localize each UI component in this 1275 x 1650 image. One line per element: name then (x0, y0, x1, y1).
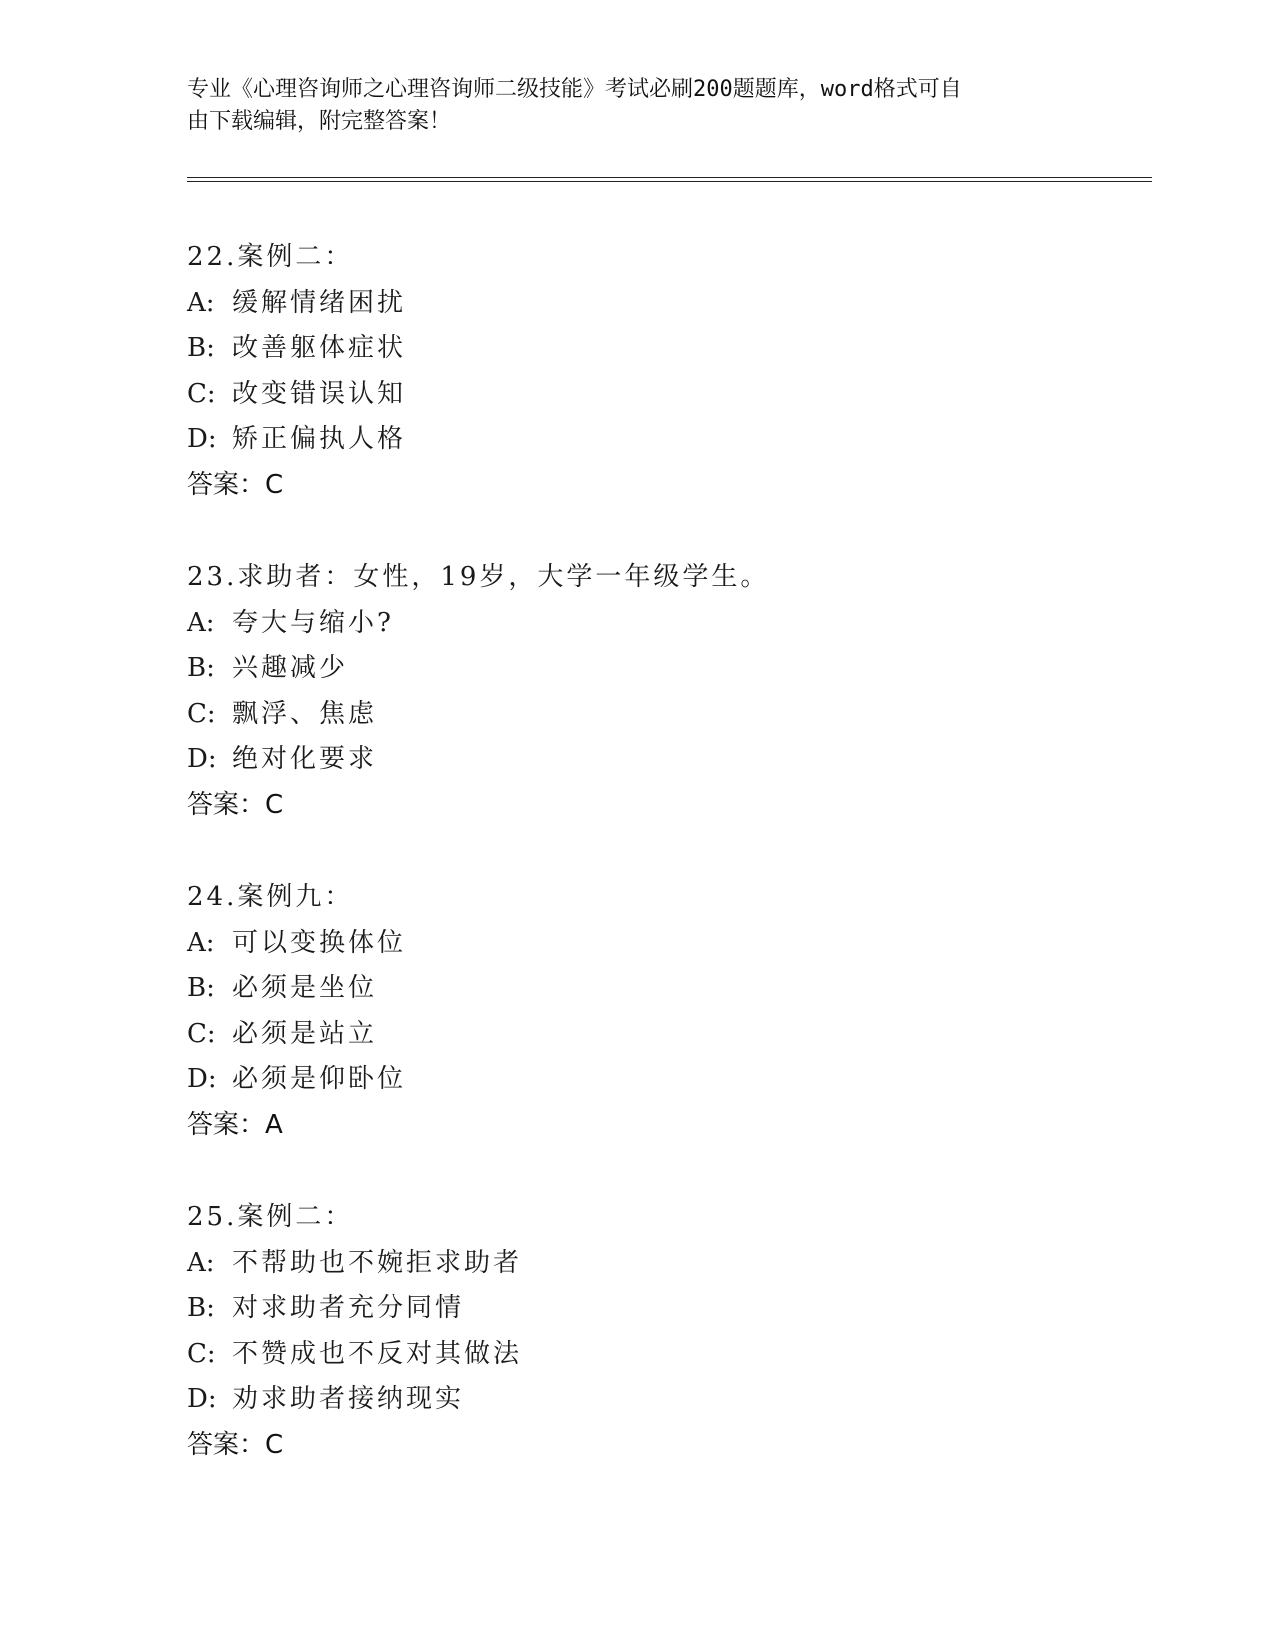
header-divider-top (187, 177, 1152, 178)
option-a (187, 1241, 1147, 1287)
document-header (187, 74, 1087, 138)
option-d (187, 417, 1147, 463)
option-text: 不赞成也不反对其做法 (232, 1338, 523, 1369)
option-text: 劝求助者接纳现实 (232, 1384, 465, 1414)
option-b (187, 326, 1147, 372)
option-b (187, 646, 1147, 692)
question-22 (187, 235, 1147, 508)
option-text: 必须是坐位 (232, 973, 378, 1003)
option-key: C: (187, 378, 216, 409)
option-d (187, 737, 1147, 783)
option-a (187, 281, 1147, 327)
option-c (187, 372, 1147, 418)
option-key: D: (187, 744, 217, 774)
option-text: 夸大与缩小? (232, 607, 394, 638)
option-key: D: (187, 1384, 217, 1414)
option-key: C: (187, 1338, 216, 1369)
header-line-2: 由下载编辑，附完整答案！ (187, 109, 452, 134)
question-24 (187, 875, 1147, 1148)
answer-line: 答案：C (187, 469, 284, 500)
option-text: 对求助者充分同情 (232, 1293, 465, 1323)
question-stem: 24.案例九： (187, 882, 354, 912)
option-b (187, 1286, 1147, 1332)
option-c (187, 1012, 1147, 1058)
answer-line: 答案：C (187, 1429, 284, 1460)
question-stem: 25.案例二： (187, 1202, 354, 1232)
option-text: 不帮助也不婉拒求助者 (232, 1247, 523, 1278)
option-b (187, 966, 1147, 1012)
option-text: 飘浮、焦虑 (232, 698, 378, 729)
option-key: C: (187, 698, 216, 729)
option-text: 绝对化要求 (232, 744, 378, 774)
option-key: B: (187, 1293, 215, 1323)
option-text: 缓解情绪困扰 (232, 287, 407, 318)
option-text: 矫正偏执人格 (232, 424, 407, 454)
option-a (187, 921, 1147, 967)
question-23 (187, 555, 1147, 828)
header-divider-bottom (187, 181, 1152, 182)
question-25 (187, 1195, 1147, 1468)
option-a (187, 601, 1147, 647)
option-text: 可以变换体位 (232, 927, 407, 958)
option-key: B: (187, 333, 215, 363)
option-key: A: (187, 1247, 215, 1278)
question-stem: 22.案例二： (187, 242, 354, 272)
option-key: D: (187, 424, 217, 454)
option-c (187, 1332, 1147, 1378)
option-text: 改善躯体症状 (232, 333, 407, 363)
answer-line: 答案：C (187, 789, 284, 820)
option-key: B: (187, 653, 215, 683)
option-d (187, 1377, 1147, 1423)
answer-line: 答案：A (187, 1109, 283, 1140)
option-text: 必须是站立 (232, 1018, 378, 1049)
option-key: A: (187, 927, 215, 958)
option-c (187, 692, 1147, 738)
option-text: 改变错误认知 (232, 378, 407, 409)
option-key: B: (187, 973, 215, 1003)
option-text: 必须是仰卧位 (232, 1064, 407, 1094)
option-d (187, 1057, 1147, 1103)
question-list (187, 235, 1147, 1515)
option-key: C: (187, 1018, 216, 1049)
option-key: D: (187, 1064, 217, 1094)
option-key: A: (187, 287, 215, 318)
option-text: 兴趣减少 (232, 653, 349, 683)
option-key: A: (187, 607, 215, 638)
header-line-1: 专业《心理咨询师之心理咨询师二级技能》考试必刷200题题库，word格式可自 (187, 77, 962, 102)
question-stem: 23.求助者：女性，19岁，大学一年级学生。 (187, 562, 770, 592)
